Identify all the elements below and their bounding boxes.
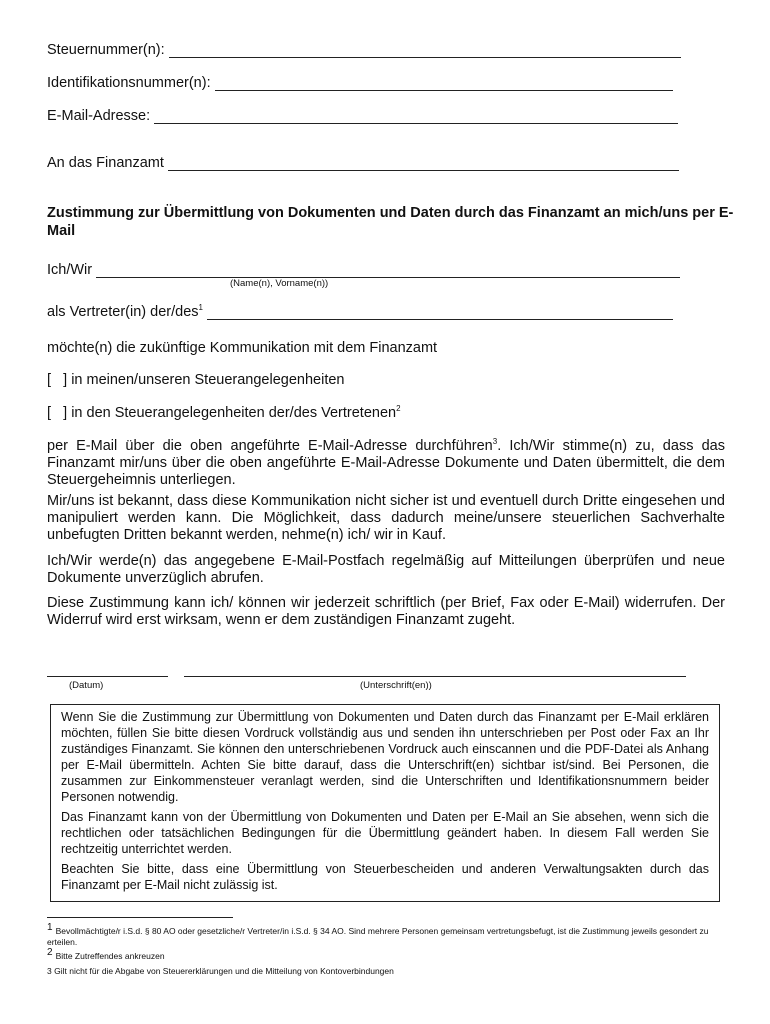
id-number-label: Identifikationsnummer(n): [47, 75, 211, 91]
id-number-input-line[interactable] [215, 78, 673, 91]
tax-office-label: An das Finanzamt [47, 155, 164, 171]
info-paragraph: Beachten Sie bitte, dass eine Übermittlung von Steuerbescheiden und anderen Verwaltungsakten durch das Finanzamt per E-Mail nicht zulässig ist. [61, 862, 709, 892]
signature-line[interactable] [184, 676, 686, 677]
applicant-input-line[interactable] [96, 265, 680, 278]
footnote-ref: 2 [396, 404, 401, 414]
tax-number-field[interactable] [47, 42, 681, 58]
date-label: (Datum) [69, 680, 104, 691]
tax-office-input-line[interactable] [168, 158, 679, 171]
representative-label: als Vertreter(in) der/des$^1$ [47, 303, 203, 320]
footnote-1: 1 Bevollmächtigte/r i.S.d. § 80 AO oder gesetzliche/r Vertreter/in i.S.d. § 34 AO. Sind mehrere Personen gemeinsam vertretungsbefugt, ist die Zustimmung jeweils gesondert zu erteilen. [47, 922, 709, 947]
info-box [50, 704, 720, 902]
applicant-label: Ich/Wir [47, 262, 93, 278]
intent-text: möchte(n) die zukünftige Kommunikation mit dem Finanzamt [47, 340, 438, 356]
footnote-2: 2 Bitte Zutreffendes ankreuzen [47, 947, 165, 961]
document-title: Zustimmung zur Übermittlung von Dokumenten und Daten durch das Finanzamt an mich/uns per E-Mail [47, 205, 734, 239]
checkbox[interactable]: [ ] [47, 405, 68, 421]
option-label: in den Steuerangelegenheiten der/des Vertretenen [71, 405, 397, 421]
date-line[interactable] [47, 676, 168, 677]
id-number-field[interactable] [47, 75, 673, 91]
applicant-field[interactable] [47, 262, 680, 278]
signature-label: (Unterschrift(en)) [360, 680, 432, 691]
checkbox[interactable]: [ ] [47, 372, 68, 388]
email-field[interactable] [47, 108, 678, 124]
footnote-3: 3 Gilt nicht für die Abgabe von Steuererklärungen und die Mitteilung von Kontoverbindungen [47, 966, 394, 976]
risk-paragraph: Mir/uns ist bekannt, dass diese Kommunikation nicht sicher ist und eventuell durch Dritte eingesehen und manipuliert werden kann. Die Möglichkeit, dass dadurch meine/unsere steuerlichen Sachverhalte unbefugten Dritten bekannt werden, nehme(n) ich/ wir in Kauf. [47, 493, 725, 543]
footnote-divider [47, 917, 233, 918]
info-paragraph: Das Finanzamt kann von der Übermittlung von Dokumenten und Daten per E-Mail an Sie absehen, wenn sich die rechtlichen oder tatsächlichen Bedingungen für die Übermittlung geändert haben. In diesem Fall werden Sie rechtzeitig unterrichtet werden. [61, 810, 709, 856]
name-hint: (Name(n), Vorname(n)) [230, 278, 329, 289]
representative-input-line[interactable] [207, 307, 673, 320]
option-represented-affairs[interactable] [47, 404, 401, 422]
revocation-paragraph: Diese Zustimmung kann ich/ können wir jederzeit schriftlich (per Brief, Fax oder E-Mail) widerrufen. Der Widerruf wird erst wirksam, wenn er dem zuständigen Finanzamt zugeht. [47, 595, 725, 628]
email-label: E-Mail-Adresse: [47, 108, 151, 124]
consent-paragraph: per E-Mail über die oben angeführte E-Mail-Adresse durchführen$^3$. Ich/Wir stimme(n) zu, dass das Finanzamt mir/uns über die oben angeführte E-Mail-Adresse Dokumente und Daten übermittelt, die dem Steuergeheimnis unterliegen. [47, 437, 725, 488]
tax-number-input-line[interactable] [169, 45, 681, 58]
option-own-affairs[interactable] [47, 371, 344, 389]
email-input-line[interactable] [154, 111, 678, 124]
tax-office-field[interactable] [47, 155, 679, 171]
mailbox-paragraph: Ich/Wir werde(n) das angegebene E-Mail-Postfach regelmäßig auf Mitteilungen überprüfen und neue Dokumente unverzüglich abrufen. [47, 553, 725, 586]
representative-field[interactable] [47, 304, 673, 320]
option-label: in meinen/unseren Steuerangelegenheiten [71, 372, 345, 388]
tax-number-label: Steuernummer(n): [47, 42, 165, 58]
info-paragraph: Wenn Sie die Zustimmung zur Übermittlung von Dokumenten und Daten durch das Finanzamt per E-Mail erklären möchten, füllen Sie bitte diesen Vordruck vollständig aus und senden ihn unterschrieben per Post oder Fax an Ihr zuständiges Finanzamt. Sie können den unterschriebenen Vordruck auch einscannen und die PDF-Datei als Anhang per E-Mail übermitteln. Achten Sie bitte darauf, dass die Unterschrift(en) sichtbar ist/sind. Bei Personen, die zusammen zur Einkommensteuer veranlagt werden, sind die Unterschriften und Identifikationsnummern beider Personen notwendig. [61, 710, 709, 804]
